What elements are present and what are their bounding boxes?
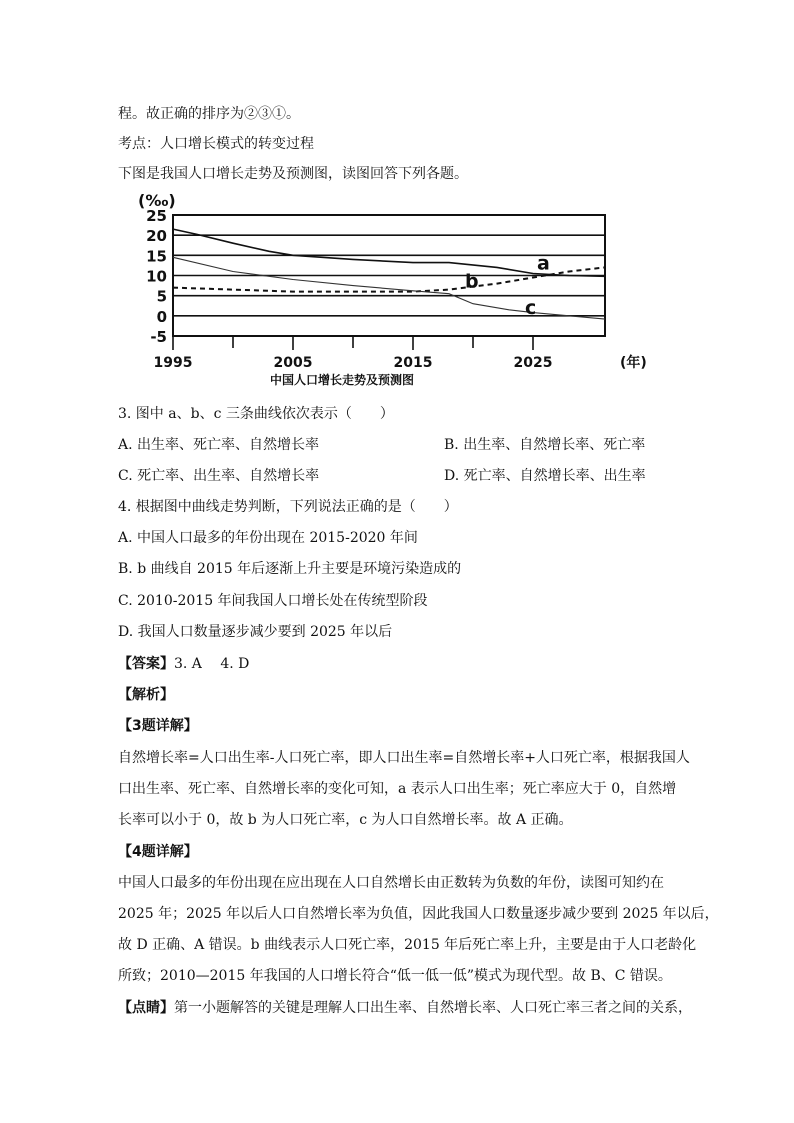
series-label-b: b — [465, 270, 479, 293]
q4-option-c: C. 2010-2015 年间我国人口增长处在传统型阶段 — [118, 593, 428, 609]
q3-detail-title: 【3题详解】 — [118, 718, 198, 734]
q3-option-b: B. 出生率、自然增长率、死亡率 — [444, 437, 646, 453]
answer-value: 3. A 4. D — [174, 656, 250, 672]
intro-line: 程。故正确的排序为②③①。 — [118, 106, 300, 122]
chart-ticks — [146, 207, 552, 371]
q3-detail-line-1: 自然增长率=人口出生率-人口死亡率，即人口出生率=自然增长率+人口死亡率，根据我国人 — [118, 750, 690, 766]
q3-detail-line-3: 长率可以小于 0，故 b 为人口死亡率，c 为人口自然增长率。故 A 正确。 — [118, 812, 573, 828]
q4-detail-line-4: 所致；2010—2015 年我国的人口增长符合“低一低一低”模式为现代型。故 B、C 错误。 — [118, 968, 672, 984]
dianjing-label: 【点睛】 — [118, 1000, 174, 1016]
q4-detail-line-1: 中国人口最多的年份出现在应出现在人口自然增长由正数转为负数的年份，读图可知约在 — [118, 875, 664, 891]
q3-option-c: C. 死亡率、出生率、自然增长率 — [118, 468, 320, 484]
q4-option-a: A. 中国人口最多的年份出现在 2015-2020 年间 — [118, 530, 418, 546]
population-chart — [135, 188, 695, 393]
q3-detail-line-2: 口出生率、死亡率、自然增长率的变化可知，a 表示人口出生率；死亡率应大于 0，自然增 — [118, 781, 677, 797]
x-tick-label: 2005 — [273, 355, 313, 371]
q4-option-b: B. b 曲线自 2015 年后逐渐上升主要是环境污染造成的 — [118, 561, 462, 577]
series-label-c: c — [525, 296, 537, 319]
y-tick-label: 0 — [156, 307, 167, 326]
y-tick-label: 5 — [156, 287, 167, 306]
q4-detail-line-3: 故 D 正确、A 错误。b 曲线表示人口死亡率，2015 年后死亡率上升，主要是由于人口老龄化 — [118, 937, 697, 953]
answer-label: 【答案】 — [118, 656, 174, 672]
y-tick-label: 15 — [146, 247, 167, 266]
q3-stem: 3. 图中 a、b、c 三条曲线依次表示（ ） — [118, 406, 394, 422]
series-label-a: a — [537, 252, 550, 275]
chart-grid — [173, 215, 605, 350]
q3-option-d: D. 死亡率、自然增长率、出生率 — [444, 468, 646, 484]
x-tick-label: 1995 — [153, 355, 193, 371]
y-axis-unit: (‰) — [138, 191, 176, 210]
dianjing-line — [118, 998, 692, 1018]
dianjing-text: 第一小题解答的关键是理解人口出生率、自然增长率、人口死亡率三者之间的关系， — [174, 1000, 692, 1016]
y-tick-label: 25 — [146, 207, 167, 225]
q4-detail-title: 【4题详解】 — [118, 844, 198, 860]
kaodian-line: 考点：人口增长模式的转变过程 — [118, 136, 314, 152]
q4-stem: 4. 根据图中曲线走势判断，下列说法正确的是（ ） — [118, 499, 458, 515]
y-tick-label: -5 — [150, 328, 167, 346]
question-prompt: 下图是我国人口增长走势及预测图，读图回答下列各题。 — [118, 166, 468, 182]
x-axis-unit: (年) — [620, 355, 647, 371]
chart-title: 中国人口增长走势及预测图 — [270, 373, 415, 387]
y-tick-label: 20 — [146, 227, 167, 246]
answer-line — [118, 654, 249, 674]
x-tick-label: 2025 — [513, 355, 553, 371]
x-tick-label: 2015 — [393, 355, 433, 371]
q4-option-d: D. 我国人口数量逐步减少要到 2025 年以后 — [118, 624, 393, 640]
q3-option-a: A. 出生率、死亡率、自然增长率 — [118, 437, 320, 453]
q4-detail-line-2: 2025 年；2025 年以后人口自然增长率为负值，因此我国人口数量逐步减少要到 2025 年以后， — [118, 906, 719, 922]
y-tick-label: 10 — [146, 267, 167, 286]
analysis-label: 【解析】 — [118, 687, 174, 703]
